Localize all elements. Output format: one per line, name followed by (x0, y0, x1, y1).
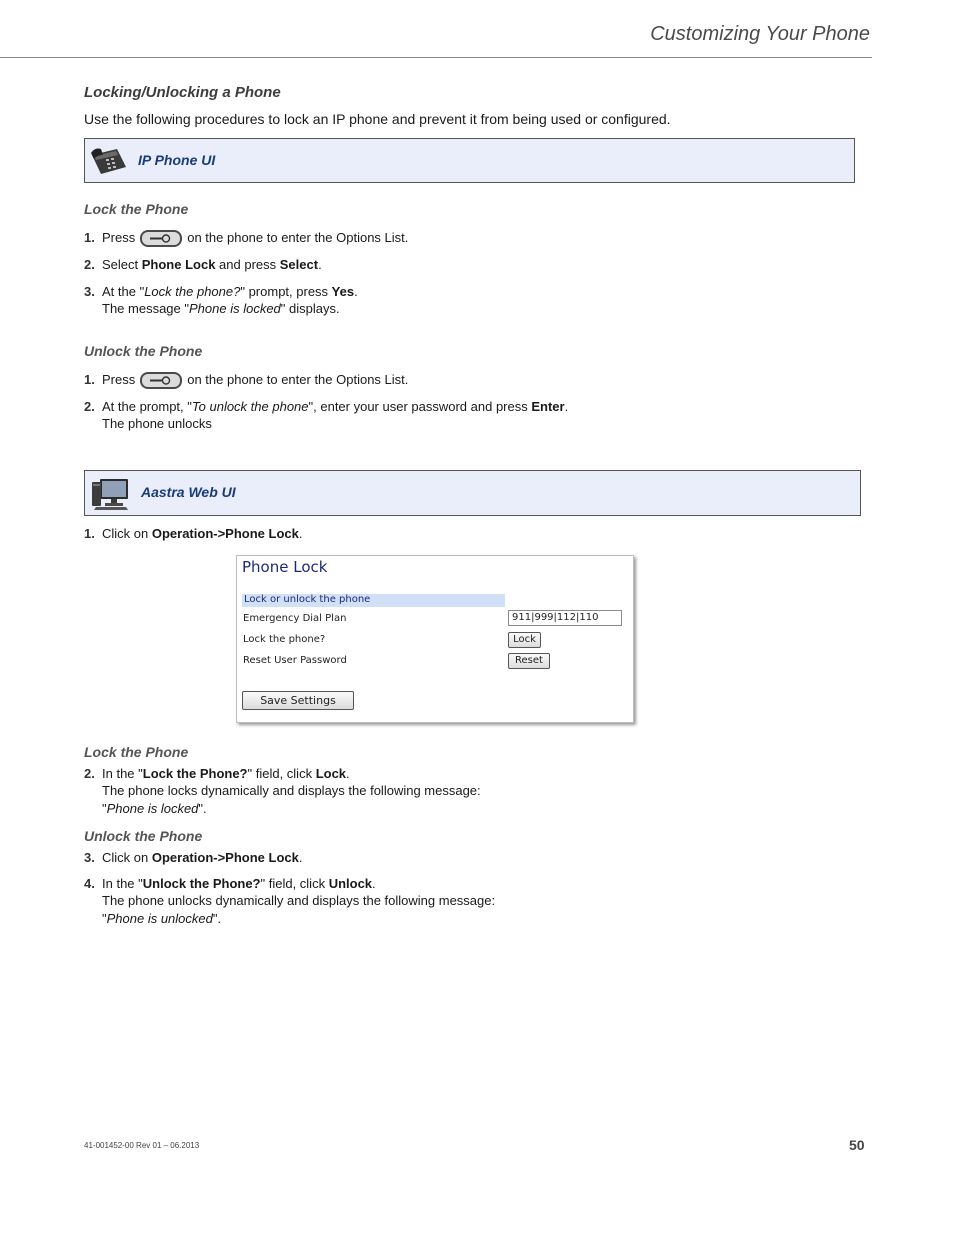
computer-icon (90, 476, 130, 512)
ip-unlock-step-2: 2. At the prompt, "To unlock the phone", enter your user password and press Enter. The phone unlocks (84, 399, 569, 431)
ip-phone-icon (89, 145, 129, 177)
ip-lock-step-3: 3. At the "Lock the phone?" prompt, press Yes. The message "Phone is locked" displays. (84, 284, 358, 316)
web-step-2: 2. In the "Lock the Phone?" field, click Lock. The phone locks dynamically and displays the following message: "Phone is locked". (84, 766, 481, 816)
ip-lock-step-1: 1. Press on the phone to enter the Options List. (84, 229, 584, 249)
web-step-4: 4. In the "Unlock the Phone?" field, click Unlock. The phone unlocks dynamically and displays the following message: "Phone is unlocked". (84, 876, 496, 926)
ip-unlock-step-1: 1. Press on the phone to enter the Options List. (84, 371, 584, 391)
emergency-dial-plan-label: Emergency Dial Plan (243, 613, 347, 624)
web-lock-title: Lock the Phone (84, 744, 189, 760)
section-title: Locking/Unlocking a Phone (84, 84, 281, 101)
options-key-icon (139, 371, 183, 390)
ip-lock-step-2: 2. Select Phone Lock and press Select. (84, 257, 322, 272)
header-rule (0, 57, 872, 58)
running-header-title: Customizing Your Phone (650, 23, 870, 45)
lock-phone-label: Lock the phone? (243, 634, 326, 645)
web-ui-label: Aastra Web UI (141, 484, 236, 500)
ip-phone-ui-callout (84, 138, 855, 183)
phone-lock-screenshot (236, 555, 634, 723)
save-settings-button[interactable]: Save Settings (242, 691, 354, 710)
web-unlock-title: Unlock the Phone (84, 828, 203, 844)
panel-title: Phone Lock (242, 558, 328, 576)
reset-button[interactable]: Reset (508, 653, 550, 669)
web-ui-callout (84, 470, 861, 516)
footer-doc-id: 41-001452-00 Rev 01 – 06.2013 (84, 1141, 200, 1150)
lock-button[interactable]: Lock (508, 632, 541, 648)
options-key-icon (139, 229, 183, 248)
panel-section-band: Lock or unlock the phone (242, 594, 505, 607)
emergency-dial-plan-input[interactable]: 911|999|112|110 (508, 610, 622, 626)
ip-lock-title: Lock the Phone (84, 201, 189, 217)
web-step-3: 3. Click on Operation->Phone Lock. (84, 850, 303, 865)
web-step-1: 1. Click on Operation->Phone Lock. (84, 526, 303, 541)
page-number: 50 (849, 1137, 865, 1153)
ip-unlock-title: Unlock the Phone (84, 343, 203, 359)
ip-phone-ui-label: IP Phone UI (138, 152, 216, 168)
reset-password-label: Reset User Password (243, 655, 347, 666)
section-intro: Use the following procedures to lock an IP phone and prevent it from being used or configured. (84, 111, 671, 127)
